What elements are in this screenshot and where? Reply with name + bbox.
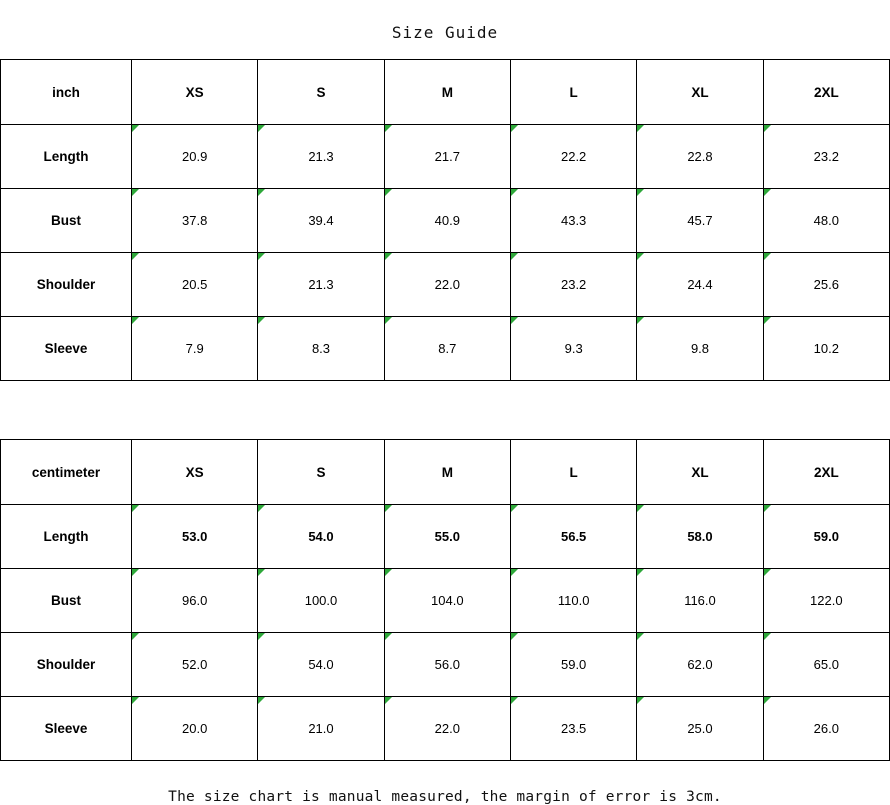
size-header-cell: S <box>258 440 384 505</box>
table-row <box>1 253 890 317</box>
measurement-value-cell: 65.0 <box>763 633 889 697</box>
size-header-cell: XL <box>637 440 763 505</box>
table-header-row <box>1 60 890 125</box>
measurement-value-cell: 58.0 <box>637 505 763 569</box>
table-row <box>1 125 890 189</box>
size-table-centimeter <box>0 439 890 761</box>
measurement-label-cell: Sleeve <box>1 317 132 381</box>
size-table-inch-body <box>1 60 890 381</box>
measurement-value-cell: 59.0 <box>763 505 889 569</box>
size-header-cell: M <box>384 440 510 505</box>
measurement-value-cell: 8.3 <box>258 317 384 381</box>
measurement-value-cell: 39.4 <box>258 189 384 253</box>
measurement-value-cell: 116.0 <box>637 569 763 633</box>
measurement-label-cell: Bust <box>1 189 132 253</box>
measurement-value-cell: 10.2 <box>763 317 889 381</box>
measurement-value-cell: 7.9 <box>132 317 258 381</box>
measurement-label-cell: Length <box>1 505 132 569</box>
measurement-value-cell: 55.0 <box>384 505 510 569</box>
size-header-cell: M <box>384 60 510 125</box>
measurement-label-cell: Bust <box>1 569 132 633</box>
measurement-value-cell: 40.9 <box>384 189 510 253</box>
size-header-cell: XS <box>132 440 258 505</box>
measurement-value-cell: 20.5 <box>132 253 258 317</box>
measurement-value-cell: 62.0 <box>637 633 763 697</box>
measurement-value-cell: 100.0 <box>258 569 384 633</box>
size-header-cell: L <box>510 440 636 505</box>
measurement-value-cell: 24.4 <box>637 253 763 317</box>
size-table-centimeter-body <box>1 440 890 761</box>
measurement-value-cell: 9.3 <box>510 317 636 381</box>
table-row <box>1 633 890 697</box>
size-header-cell: XS <box>132 60 258 125</box>
measurement-value-cell: 59.0 <box>510 633 636 697</box>
measurement-value-cell: 21.0 <box>258 697 384 761</box>
measurement-value-cell: 8.7 <box>384 317 510 381</box>
measurement-value-cell: 20.0 <box>132 697 258 761</box>
measurement-value-cell: 21.7 <box>384 125 510 189</box>
measurement-value-cell: 23.2 <box>510 253 636 317</box>
measurement-value-cell: 22.0 <box>384 253 510 317</box>
page-title: Size Guide <box>391 23 499 42</box>
measurement-value-cell: 21.3 <box>258 253 384 317</box>
measurement-value-cell: 110.0 <box>510 569 636 633</box>
measurement-value-cell: 20.9 <box>132 125 258 189</box>
measurement-value-cell: 54.0 <box>258 505 384 569</box>
table-row <box>1 569 890 633</box>
table-row <box>1 317 890 381</box>
measurement-value-cell: 56.0 <box>384 633 510 697</box>
measurement-value-cell: 54.0 <box>258 633 384 697</box>
measurement-value-cell: 23.2 <box>763 125 889 189</box>
measurement-value-cell: 48.0 <box>763 189 889 253</box>
measurement-label-cell: Shoulder <box>1 253 132 317</box>
measurement-label-cell: Sleeve <box>1 697 132 761</box>
table-row <box>1 505 890 569</box>
size-header-cell: 2XL <box>763 60 889 125</box>
table-header-row <box>1 440 890 505</box>
size-table-inch <box>0 59 890 381</box>
size-header-cell: L <box>510 60 636 125</box>
measurement-value-cell: 96.0 <box>132 569 258 633</box>
measurement-label-cell: Shoulder <box>1 633 132 697</box>
size-header-cell: 2XL <box>763 440 889 505</box>
measurement-value-cell: 26.0 <box>763 697 889 761</box>
size-header-cell: S <box>258 60 384 125</box>
measurement-value-cell: 9.8 <box>637 317 763 381</box>
measurement-value-cell: 37.8 <box>132 189 258 253</box>
measurement-value-cell: 23.5 <box>510 697 636 761</box>
table-row <box>1 189 890 253</box>
measurement-value-cell: 53.0 <box>132 505 258 569</box>
unit-label-cell: inch <box>1 60 132 125</box>
measurement-value-cell: 22.8 <box>637 125 763 189</box>
measurement-value-cell: 25.6 <box>763 253 889 317</box>
measurement-value-cell: 56.5 <box>510 505 636 569</box>
size-header-cell: XL <box>637 60 763 125</box>
measurement-value-cell: 45.7 <box>637 189 763 253</box>
measurement-value-cell: 122.0 <box>763 569 889 633</box>
measurement-value-cell: 21.3 <box>258 125 384 189</box>
table-row <box>1 697 890 761</box>
unit-label-cell: centimeter <box>1 440 132 505</box>
measurement-value-cell: 104.0 <box>384 569 510 633</box>
measurement-value-cell: 22.0 <box>384 697 510 761</box>
measurement-value-cell: 52.0 <box>132 633 258 697</box>
measurement-note: The size chart is manual measured, the margin of error is 3cm. <box>168 789 722 805</box>
measurement-value-cell: 25.0 <box>637 697 763 761</box>
measurement-value-cell: 22.2 <box>510 125 636 189</box>
table-separator-gap <box>0 381 890 439</box>
measurement-label-cell: Length <box>1 125 132 189</box>
measurement-value-cell: 43.3 <box>510 189 636 253</box>
